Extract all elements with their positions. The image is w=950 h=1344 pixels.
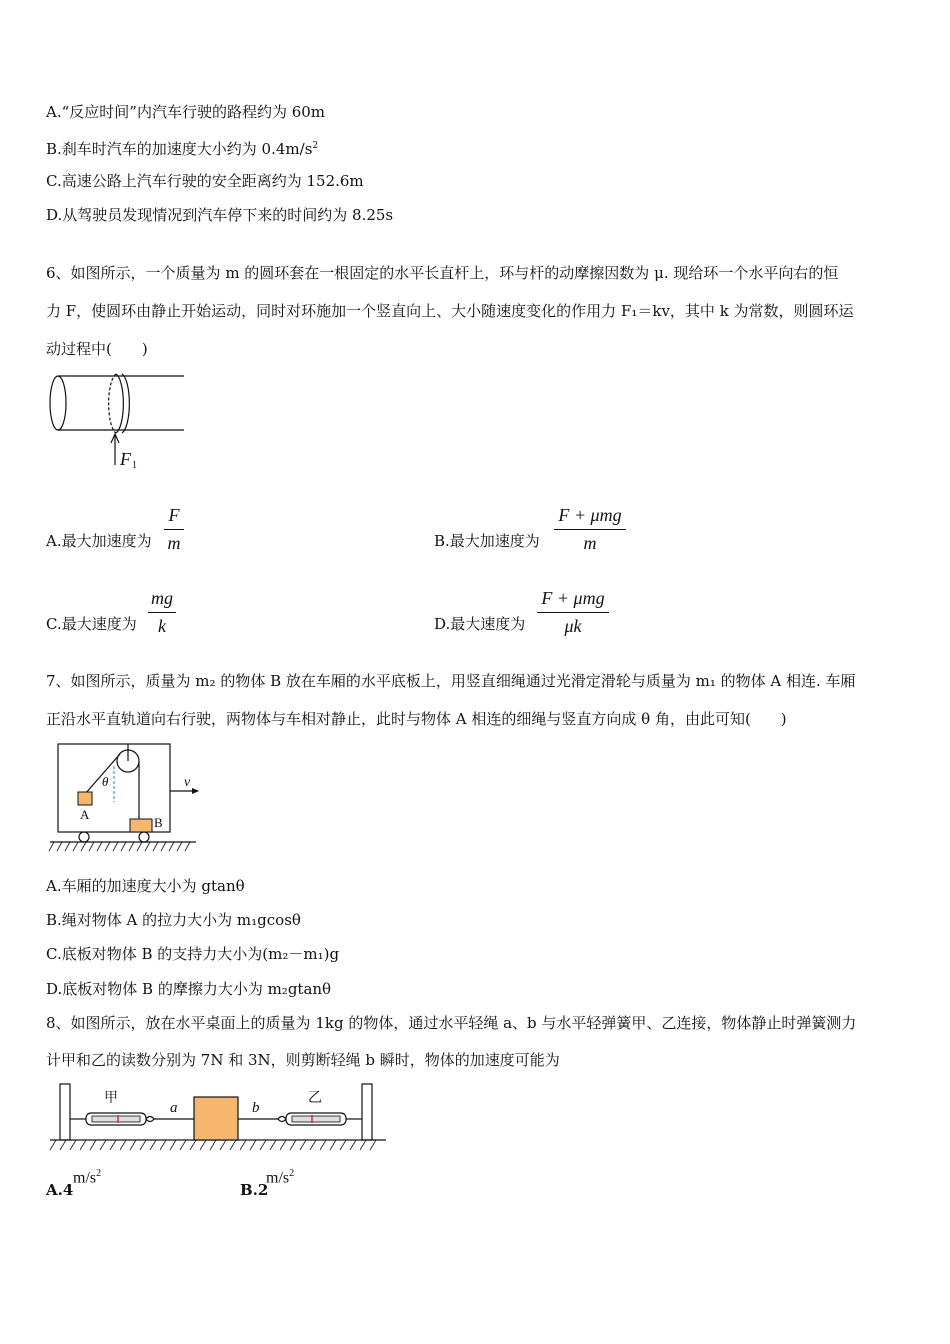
q6-option-c-fraction xyxy=(148,588,176,637)
q8-stem-line1: 8、如图所示，放在水平桌面上的质量为 1kg 的物体，通过水平轻绳 a、b 与水平轻弹簧甲、乙连接，物体静止时弹簧测力 xyxy=(46,1014,857,1032)
q6-option-c-num: mg xyxy=(151,588,173,608)
q8-spring-scale-figure xyxy=(46,1080,391,1155)
q8-scale-jia-label: 甲 xyxy=(104,1090,118,1106)
q8-rope-b-label: b xyxy=(252,1100,260,1116)
q6-option-a-fraction xyxy=(164,505,184,554)
q6-stem-line1: 6、如图所示，一个质量为 m 的圆环套在一根固定的水平长直杆上，环与杆的动摩擦因数为 μ. 现给环一个水平向右的恒 xyxy=(46,264,839,282)
q5-option-b-sup: 2 xyxy=(312,141,319,151)
q5-option-c: C.高速公路上汽车行驶的安全距离约为 152.6m xyxy=(46,172,364,190)
q6-option-b-den: m xyxy=(583,533,597,553)
q5-option-b xyxy=(46,136,318,159)
q6-option-d-num: F + μmg xyxy=(541,588,605,608)
q7-stem-line1: 7、如图所示，质量为 m₂ 的物体 B 放在车厢的水平底板上，用竖直细绳通过光滑定滑轮与质量为 m₁ 的物体 A 相连. 车厢 xyxy=(46,672,856,690)
q7-block-b-label: B xyxy=(154,815,163,830)
q8-option-a-unit-text: m/s xyxy=(73,1169,97,1187)
q8-option-a-unit xyxy=(73,1168,101,1187)
q8-option-b-unit-text: m/s xyxy=(266,1169,290,1187)
q6-stem-line3: 动过程中( ) xyxy=(46,340,148,358)
q6-option-d-fraction xyxy=(537,588,609,637)
q8-option-b-unit xyxy=(266,1168,294,1187)
q7-velocity-label: v xyxy=(184,775,191,790)
q6-f1-label: F xyxy=(120,449,131,469)
q8-option-b-unit-sup: 2 xyxy=(289,1168,295,1179)
q6-stem-line2: 力 F，使圆环由静止开始运动，同时对环施加一个竖直向上、大小随速度变化的作用力 F₁＝kv，其中 k 为常数，则圆环运 xyxy=(46,302,854,320)
q8-stem-line2: 计甲和乙的读数分别为 7N 和 3N，则剪断轻绳 b 瞬时，物体的加速度可能为 xyxy=(46,1051,560,1069)
q6-option-d-den: μk xyxy=(564,616,582,636)
q8-option-a-unit-sup: 2 xyxy=(96,1168,102,1179)
q7-theta-label: θ xyxy=(102,774,109,789)
q7-option-c: C.底板对物体 B 的支持力大小为(m₂－m₁)g xyxy=(46,945,340,963)
q6-ring-rod-figure xyxy=(46,370,191,475)
q7-option-b: B.绳对物体 A 的拉力大小为 m₁gcosθ xyxy=(46,911,301,929)
q7-option-a: A.车厢的加速度大小为 gtanθ xyxy=(46,877,245,895)
q6-option-b-num: F + μmg xyxy=(558,505,622,525)
q5-option-b-text: B.刹车时汽车的加速度大小约为 0.4m/s xyxy=(46,140,313,158)
q6-option-c-prefix: C.最大速度为 xyxy=(46,615,137,633)
q6-option-b-fraction xyxy=(554,505,626,554)
q7-option-d: D.底板对物体 B 的摩擦力大小为 m₂gtanθ xyxy=(46,980,332,998)
q7-carriage-figure xyxy=(46,738,206,858)
q8-option-b: B.2 xyxy=(240,1181,269,1199)
q6-option-a-den: m xyxy=(167,533,181,553)
q8-rope-a-label: a xyxy=(170,1100,178,1116)
q8-option-a: A.4 xyxy=(46,1181,74,1199)
q7-block-a-label: A xyxy=(80,807,90,822)
q6-f1-subscript: 1 xyxy=(132,460,137,471)
q5-option-d: D.从驾驶员发现情况到汽车停下来的时间约为 8.25s xyxy=(46,206,394,224)
q6-option-c-den: k xyxy=(158,616,166,636)
q7-stem-line2: 正沿水平直轨道向右行驶，两物体与车相对静止，此时与物体 A 相连的细绳与竖直方向成 θ 角，由此可知( ) xyxy=(46,710,787,728)
q8-scale-yi-label: 乙 xyxy=(308,1090,322,1106)
q6-option-d-prefix: D.最大速度为 xyxy=(434,615,526,633)
q6-option-a-prefix: A.最大加速度为 xyxy=(46,532,152,550)
q6-option-b-prefix: B.最大加速度为 xyxy=(434,532,540,550)
q5-option-a: A.“反应时间”内汽车行驶的路程约为 60m xyxy=(46,103,326,121)
q6-option-a-num: F xyxy=(168,505,180,525)
